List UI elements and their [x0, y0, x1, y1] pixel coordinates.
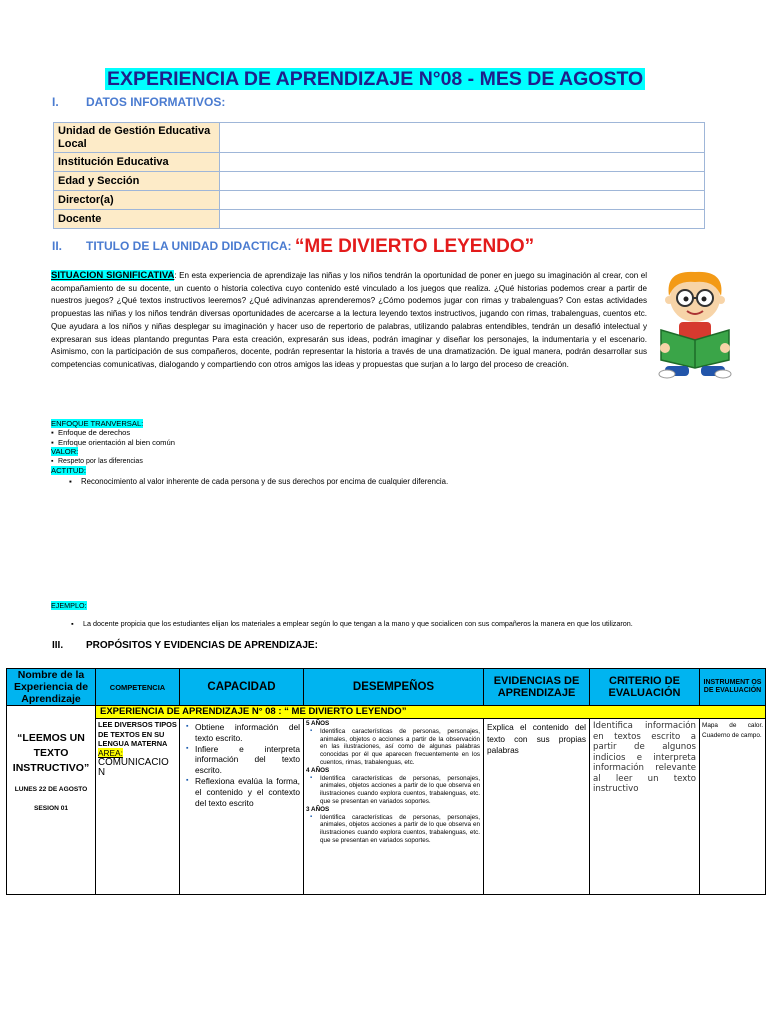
info-row	[54, 153, 705, 172]
info-row	[54, 191, 705, 210]
criterio-cell: Identifica información en textos escrito a partir de algunos indicios e interpreta información relevante al leer un texto instructivo	[590, 719, 700, 895]
session-title: “LEEMOS UN TEXTO INSTRUCTIVO”	[12, 731, 90, 774]
situacion-significativa	[51, 270, 647, 372]
section-titulo-unidad	[52, 234, 534, 256]
section-datos-informativos	[52, 95, 225, 109]
header-desempenos: DESEMPEÑOS	[304, 669, 484, 706]
table-row	[7, 719, 766, 895]
info-label: Unidad de Gestión Educativa Local	[54, 123, 220, 153]
session-cell	[7, 719, 96, 895]
subheader-row	[7, 706, 766, 719]
info-row	[54, 172, 705, 191]
capacidad-item: ▪ Reflexiona evalúa la forma, el contenido y el contexto del texto escrito	[186, 776, 300, 808]
header-capacidad: CAPACIDAD	[180, 669, 304, 706]
desempeno-item: ▪ Identifica características de personas, personajes, animales, objetos o acciones a partir de la observación en las ilustraciones, así como de algunas palabras conocidas por él que aparecen frecuentemente en los cuentos, rimas, trabalenguas, etc.	[306, 728, 480, 767]
header-instrumentos: INSTRUMENT OS DE EVALUACIÓN	[700, 669, 766, 706]
experience-subheader: EXPERIENCIA DE APRENDIZAJE N° 08 : “ ME DIVIERTO LEYENDO”	[96, 706, 766, 719]
document-title: EXPERIENCIA DE APRENDIZAJE N°08 - MES DE AGOSTO	[107, 68, 644, 90]
bullet-icon: ▪	[51, 457, 54, 465]
info-label: Edad y Sección	[54, 172, 220, 191]
enfoque-item: Enfoque de derechos	[58, 428, 131, 438]
unit-title: “ME DIVIERTO LEYENDO”	[294, 236, 535, 257]
desempenos-cell	[304, 719, 484, 895]
desempeno-item: ▪ Identifica características de personas, personajes, animales, objetos acciones a partir de lo que observa en ilustraciones cuando explora cuentos, trabalenguas, etc. que se presentan en variados soportes.	[306, 814, 480, 845]
info-value-field[interactable]	[220, 123, 705, 153]
info-row	[54, 210, 705, 229]
header-criterio: CRITERIO DE EVALUACIÓN	[590, 669, 700, 706]
enfoque-transversal	[51, 419, 448, 487]
actitud-text: Reconocimiento al valor inherente de cada persona y de sus derechos por encima de cualquier diferencia.	[81, 477, 449, 487]
info-value-field[interactable]	[220, 153, 705, 172]
header-nombre: Nombre de la Experiencia de Aprendizaje	[7, 669, 96, 706]
info-value-field[interactable]	[220, 172, 705, 191]
area-label: AREA:	[98, 747, 123, 758]
section-label: DATOS INFORMATIVOS:	[86, 95, 226, 109]
capacidad-item: ▪ Infiere e interpreta información del texto escrito.	[186, 744, 300, 776]
bullet-icon: ▪	[69, 477, 72, 487]
info-row	[54, 123, 705, 153]
propositos-table	[6, 668, 766, 895]
ejemplo-label: EJEMPLO:	[51, 601, 87, 610]
age-label: 3 AÑOS	[306, 805, 330, 813]
area-value: COMUNICACIO N	[98, 757, 169, 778]
header-competencia: COMPETENCIA	[96, 669, 180, 706]
competencia-cell	[96, 719, 180, 895]
section-label: PROPÓSITOS Y EVIDENCIAS DE APRENDIZAJE:	[86, 640, 318, 651]
enfoque-label: ENFOQUE TRANVERSAL:	[51, 419, 144, 428]
valor-text: Respeto por las diferencias	[58, 457, 143, 465]
instrumento-cell: Mapa de calor. Cuaderno de campo.	[700, 719, 766, 895]
actitud-label: ACTITUD:	[51, 466, 87, 476]
ejemplo-text	[71, 619, 633, 628]
session-date: LUNES 22 DE AGOSTO	[14, 785, 88, 793]
reading-boy-illustration	[655, 268, 735, 380]
capacidad-cell	[180, 719, 304, 895]
section-number: II.	[52, 239, 63, 253]
info-label: Institución Educativa	[54, 153, 220, 172]
bullet-icon: ▪	[51, 437, 54, 447]
info-table	[53, 122, 705, 229]
section-number: III.	[52, 640, 64, 651]
section-number: I.	[52, 95, 59, 109]
bullet-icon: ▪	[51, 428, 54, 438]
valor-label: VALOR:	[51, 447, 79, 457]
info-label: Director(a)	[54, 191, 220, 210]
section-label: TITULO DE LA UNIDAD DIDACTICA:	[86, 239, 292, 253]
ejemplo-body: La docente propicia que los estudiantes elijan los materiales a emplear según lo que tengan a la mano y que socialicen con sus compañeros la manera en que los utilizaron.	[83, 619, 633, 628]
info-value-field[interactable]	[220, 191, 705, 210]
session-number: SESION 01	[33, 804, 69, 812]
competencia-text: LEE DIVERSOS TIPOS DE TEXTOS EN SU LENGUA MATERNA	[98, 720, 177, 748]
capacidad-item: ▪ Obtiene información del texto escrito.	[186, 722, 300, 744]
table-header-row	[7, 669, 766, 706]
situacion-label: SITUACION SIGNIFICATIVA	[51, 270, 175, 281]
desempeno-item: ▪ Identifica características de personas, personajes, animales, objetos acciones a partir de lo que observa en ilustraciones cuando explora cuentos, trabalenguas, etc. que se presentan en variados soportes.	[306, 775, 480, 806]
age-label: 5 AÑOS	[306, 720, 330, 727]
info-value-field[interactable]	[220, 210, 705, 229]
situacion-text: : En esta experiencia de aprendizaje las niñas y los niños tendrán la oportunidad de poner en juego su imaginación al crear, con el acompañamiento de su docente, un cuento o historia colectiva cuyo contenido esté vinculado a los juegos que realiza. ¿Qué historias podemos crear a partir de nuestros juegos? ¿Qué textos instructivos leeremos? ¿Qué adivinanzas aprenderemos? ¿Cómo podemos jugar con rimas y trabalenguas? Con estas actividades propuestas las niñas y los niños tendrán diversas oportunidades de acercarse a la lectura leyendo textos instructivos, jugando con rimas, trabalenguas, cuentos etc. Que ayudara a los niños y niñas desplegar su imaginación y hacer uso de repertorio de palabras, utilizando palabras entendibles, tendrán un desafió intelectual y expresaran sus ideas plantando preguntas Para esta creación, expresarán sus ideas, podrán imaginar y diseñar los personajes, la indumentaria y el escenario. Asimismo, con la participación de sus compañeros, docente, podrán representar la historia a través de una dramatización. De igual manera, podrán desarrollar sus competencias comunicativas, dialogando y compartiendo con otros amigos las ideas y propuestas que surjan a lo largo del proceso de creación.	[51, 271, 647, 369]
bullet-icon: ▪	[71, 619, 74, 628]
enfoque-item: Enfoque orientación al bien común	[58, 437, 175, 447]
info-label: Docente	[54, 210, 220, 229]
section-propositos	[52, 640, 318, 651]
age-label: 4 AÑOS	[306, 766, 330, 774]
evidencia-cell: Explica el contenido del texto con sus propias palabras	[484, 719, 590, 895]
header-evidencias: EVIDENCIAS DE APRENDIZAJE	[484, 669, 590, 706]
